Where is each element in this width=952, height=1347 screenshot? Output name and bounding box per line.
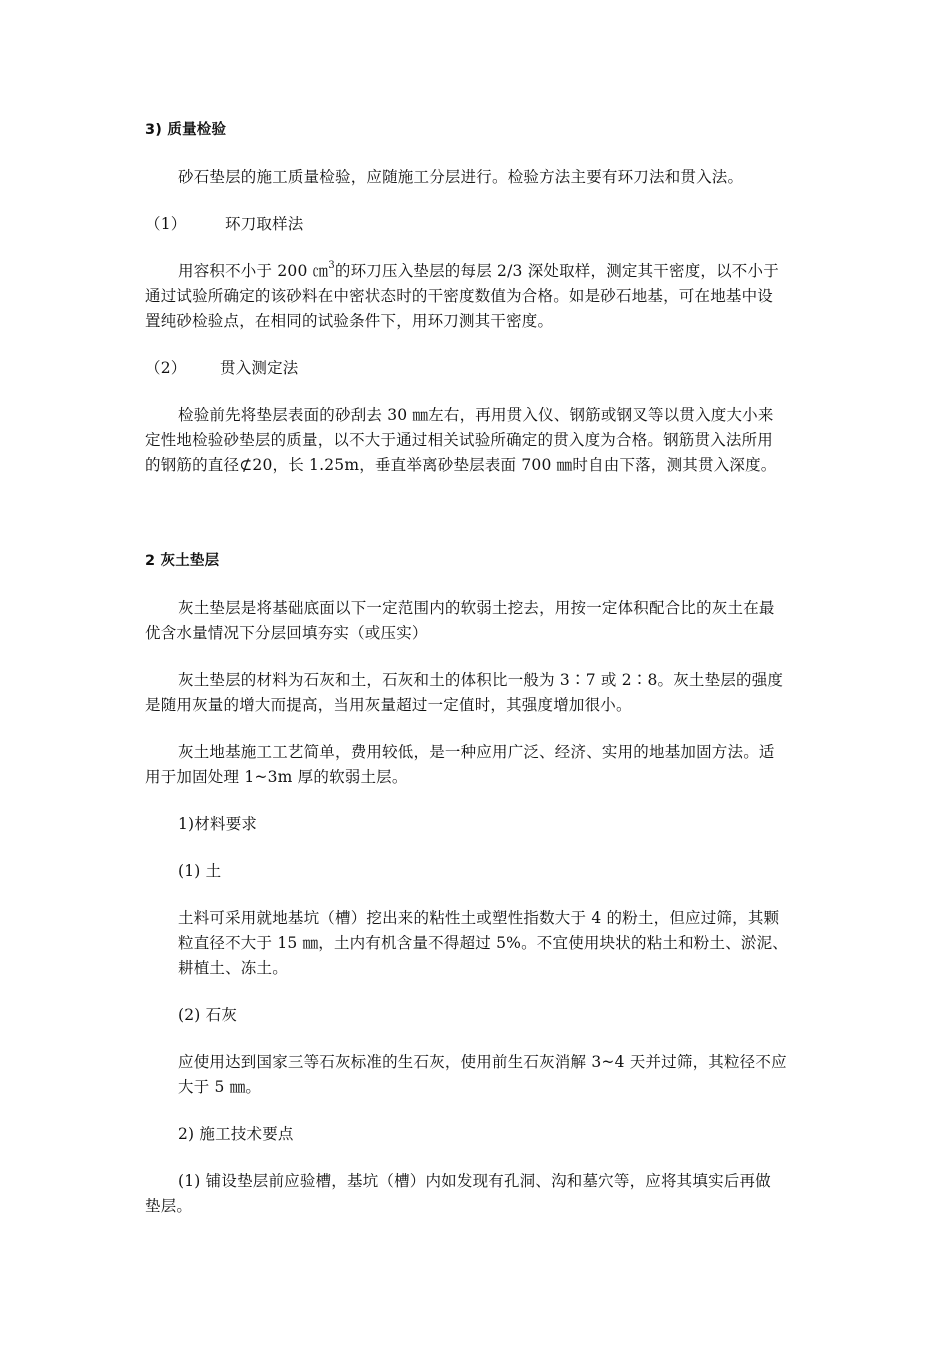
- paragraph-line: 应使用达到国家三等石灰标准的生石灰，使用前生石灰消解 3~4 天并过筛，其粒径不应: [178, 1053, 787, 1071]
- paragraph-line: 大于 5 ㎜。: [178, 1078, 262, 1096]
- paragraph-line: 检验前先将垫层表面的砂刮去 30 ㎜左右，再用贯入仪、钢筋或钢叉等以贯入度大小来: [178, 406, 774, 424]
- paragraph-line: 置纯砂检验点，在相同的试验条件下，用环刀测其干密度。: [145, 312, 554, 330]
- section-heading-lime-soil: 2 灰土垫层: [145, 553, 220, 569]
- subheading-soil: (1) 土: [178, 862, 222, 880]
- paragraph-line: 定性地检验砂垫层的质量，以不大于通过相关试验所确定的贯入度为合格。钢筋贯入法所用: [145, 431, 774, 449]
- paragraph-line: 垫层。: [145, 1197, 193, 1215]
- subheading-construction-points: 2) 施工技术要点: [178, 1125, 294, 1143]
- subheading-lime: (2) 石灰: [178, 1006, 238, 1024]
- paragraph-line: 灰土垫层是将基础底面以下一定范围内的软弱土挖去，用按一定体积配合比的灰土在最: [178, 599, 775, 617]
- item-title: 贯入测定法: [220, 359, 299, 377]
- paragraph-line: (1) 铺设垫层前应验槽，基坑（槽）内如发现有孔洞、沟和墓穴等，应将其填实后再做: [178, 1172, 771, 1190]
- text-run: 用容积不小于 200 ㎝: [178, 262, 329, 280]
- paragraph-intro: 砂石垫层的施工质量检验，应随施工分层进行。检验方法主要有环刀法和贯入法。: [178, 168, 744, 186]
- text-run: 的环刀压入垫层的每层 2/3 深处取样，测定其干密度，以不小于: [334, 262, 779, 280]
- item-heading-ring-knife: [145, 214, 304, 234]
- paragraph-line: 用于加固处理 1~3m 厚的软弱土层。: [145, 768, 408, 786]
- paragraph-line: 灰土地基施工工艺简单，费用较低，是一种应用广泛、经济、实用的地基加固方法。适: [178, 743, 775, 761]
- paragraph-line: 灰土垫层的材料为石灰和土，石灰和土的体积比一般为 3∶7 或 2∶8。灰土垫层的强度: [178, 671, 784, 689]
- item-heading-penetration: [145, 358, 299, 378]
- paragraph-line: 粒直径不大于 15 ㎜，土内有机含量不得超过 5%。不宜使用块状的粘土和粉土、淤泥、: [178, 934, 788, 952]
- paragraph-line: [178, 261, 779, 281]
- paragraph-line: 的钢筋的直径⊄20，长 1.25m，垂直举离砂垫层表面 700 ㎜时自由下落，测其贯入深度。: [145, 456, 777, 474]
- paragraph-line: 是随用灰量的增大而提高，当用灰量超过一定值时，其强度增加很小。: [145, 696, 632, 714]
- paragraph-line: 耕植土、冻土。: [178, 959, 288, 977]
- superscript: 3: [328, 260, 335, 271]
- section-heading-quality-check: 3) 质量检验: [145, 122, 227, 138]
- subheading-material-requirements: 1)材料要求: [178, 815, 258, 833]
- item-number: （1）: [145, 215, 187, 233]
- item-title: 环刀取样法: [225, 215, 304, 233]
- paragraph-line: 土料可采用就地基坑（槽）挖出来的粘性土或塑性指数大于 4 的粉土，但应过筛，其颗: [178, 909, 780, 927]
- paragraph-line: 通过试验所确定的该砂料在中密状态时的干密度数值为合格。如是砂石地基，可在地基中设: [145, 287, 774, 305]
- item-number: （2）: [145, 359, 187, 377]
- paragraph-line: 优含水量情况下分层回填夯实（或压实）: [145, 624, 428, 642]
